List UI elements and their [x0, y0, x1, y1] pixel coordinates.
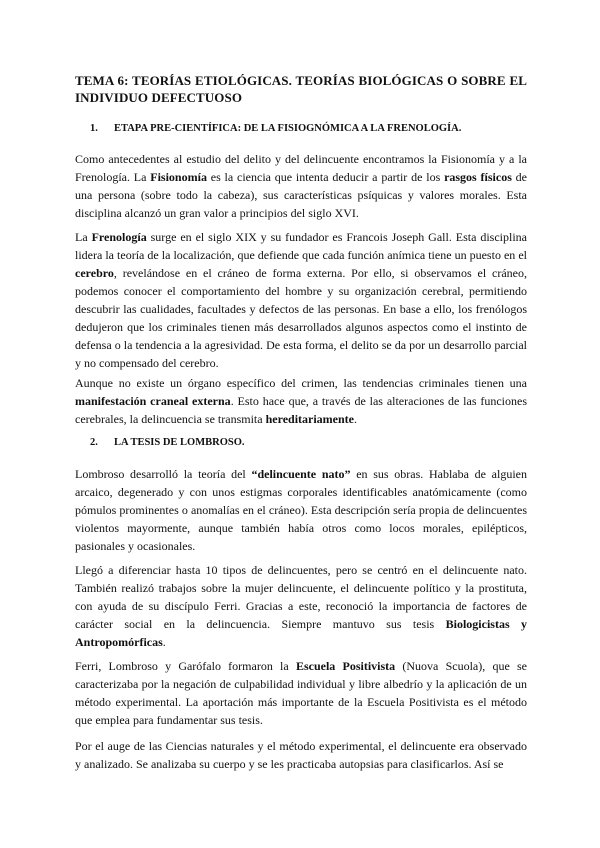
paragraph-fisionomia: Como antecedentes al estudio del delito y del delincuente encontramos la Fisionomía y a la Frenología. La Fisionomía es la ciencia que intenta deducir a partir de los rasgos físicos de una persona (sobre todo la cabeza), sus características psíquicas y valores morales. Esta disciplina alcanzó un gran valor a principios del siglo XVI. [75, 152, 528, 220]
paragraph-manifestacion: Aunque no existe un órgano específico del crimen, las tendencias criminales tienen una manifestación craneal externa. Esto hace que, a través de las alteraciones de las funciones cerebrales, la delincuencia se transmita hereditariamente. [75, 376, 527, 426]
document-title: TEMA 6: TEORÍAS ETIOLÓGICAS. TEORÍAS BIOLÓGICAS O SOBRE EL INDIVIDUO DEFECTUOSO [75, 73, 527, 105]
paragraph-frenologia: La Frenología surge en el siglo XIX y su fundador es Francois Joseph Gall. Esta disciplina lidera la teoría de la localización, que defiende que cada función anímica tiene un puesto en el cerebro, revelándose en el cráneo de forma externa. Por ello, si observamos el cráneo, podemos conocer el comportamiento del hombre y su organización cerebral, permitiendo descubrir las cualidades, facultades y defectos de las personas. En base a ello, los frenólogos dedujeron que los criminales tienen más desarrollados algunos aspectos como el instinto de defensa o la tendencia a la agresividad. De esta forma, el delito se da por un desarrollo parcial y no compensado del cerebro. [75, 230, 528, 370]
section-number: 1. [90, 123, 98, 134]
section-number: 2. [90, 437, 98, 448]
paragraph-escuela-positivista: Ferri, Lombroso y Garófalo formaron la Escuela Positivista (Nuova Scuola), que se caracterizaba por la negación de culpabilidad individual y libre albedrío y la aplicación de un método experimental. La aportación más importante de la Escuela Positivista es el método que emplea para fundamentar sus tesis. [75, 659, 528, 727]
paragraph-tipos-delincuentes: Llegó a diferenciar hasta 10 tipos de delincuentes, pero se centró en el delincuente nato. También realizó trabajos sobre la mujer delincuente, el delincuente político y la prostituta, con ayuda de su discípulo Ferri. Gracias a este, reconoció la importancia de factores de carácter social en la delincuencia. Siempre mantuvo sus tesis Biologicistas y Antropomórficas. [75, 563, 527, 649]
section-heading-2 [90, 436, 245, 450]
paragraph-ciencias-naturales: Por el auge de las Ciencias naturales y el método experimental, el delincuente era observado y analizado. Se analizaba su cuerpo y se les practicaba autopsias para clasificarlos. Así se [75, 739, 527, 771]
paragraph-lombroso: Lombroso desarrolló la teoría del “delincuente nato” en sus obras. Hablaba de alguien arcaico, degenerado y con unos estigmas corporales identificables anatómicamente (como pómulos prominentes o anomalías en el cráneo). Esta descripción sería propia de delincuentes violentos mayormente, aunque también había otros como locos morales, epilépticos, pasionales y ocasionales. [75, 467, 527, 553]
section-heading-1 [90, 122, 461, 136]
section-heading-text: LA TESIS DE LOMBROSO. [114, 437, 245, 448]
section-heading-text: ETAPA PRE-CIENTÍFICA: DE LA FISIOGNÓMICA A LA FRENOLOGÍA. [114, 123, 462, 134]
